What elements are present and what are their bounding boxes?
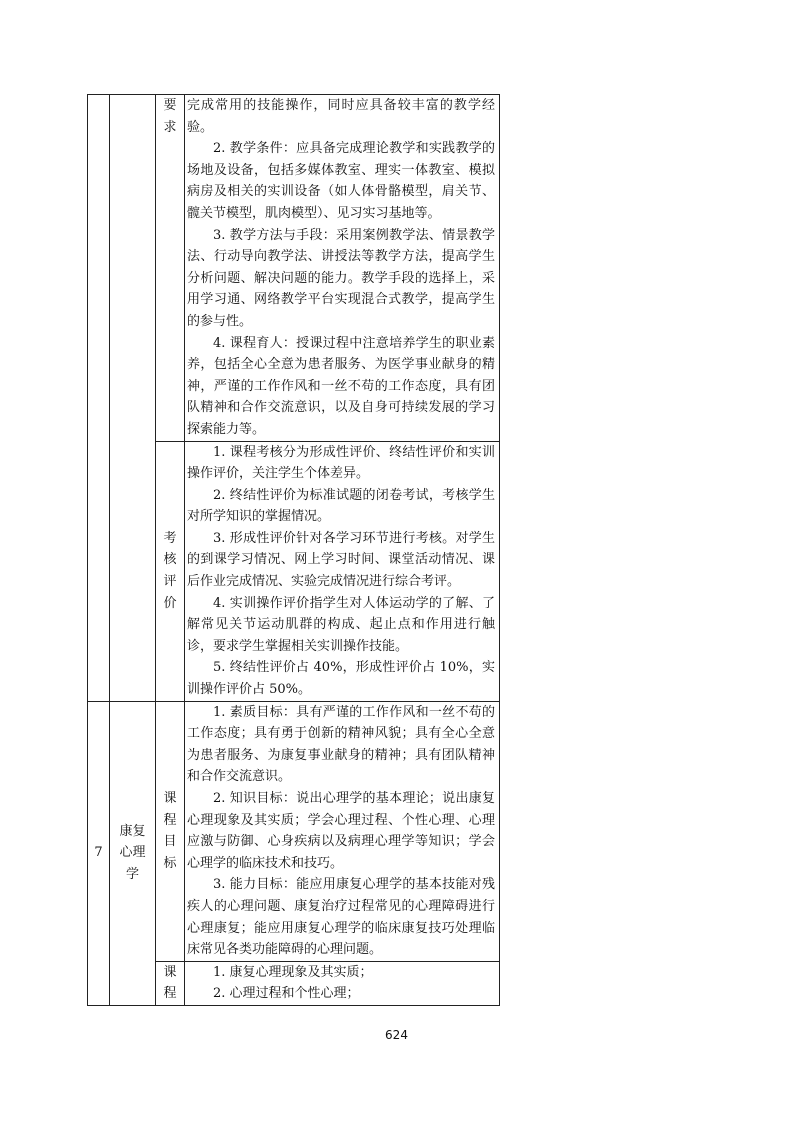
objectives-paragraph: 3. 能力目标：能应用康复心理学的基本技能对残疾人的心理问题、康复治疗过程常见的心理障碍进行心理康复；能应用康复心理学的临床康复技巧处理临床常见各类功能障碍的心理问题。 [187, 877, 495, 958]
requirements-paragraph: 2. 教学条件：应具备完成理论教学和实践教学的场地及设备，包括多媒体教室、理实一体教室、模拟病房及相关的实训设备（如人体骨骼模型，肩关节、髋关节模型，肌肉模型）、见习实习基地等。 [187, 141, 495, 221]
assessment-paragraph: 2. 终结性评价为标准试题的闭卷考试，考核学生对所学知识的掌握情况。 [187, 487, 495, 525]
content-paragraph: 2. 心理过程和个性心理； [213, 986, 360, 1002]
assessment-content [185, 441, 500, 701]
assessment-paragraph: 3. 形成性评价针对各学习环节进行考核。对学生的到课学习情况、网上学习时间、课堂活动情况、课后作业完成情况、实验完成情况进行综合考评。 [187, 530, 495, 590]
objectives-paragraph: 1. 素质目标：具有严谨的工作作风和一丝不苟的工作态度；具有勇于创新的精神风貌；具有全心全意为患者服务、为康复事业献身的精神；具有团队精神和合作交流意识。 [187, 704, 495, 785]
requirements-label: 要 求 [156, 95, 185, 442]
assessment-paragraph: 4. 实训操作评价指学生对人体运动学的了解、了解常见关节运动肌群的构成、起止点和作用进行触诊，要求学生掌握相关实训操作技能。 [187, 595, 495, 654]
requirements-paragraph: 完成常用的技能操作，同时应具备较丰富的教学经验。 [187, 98, 495, 135]
requirements-paragraph: 4. 课程育人：授课过程中注意培养学生的职业素养，包括全心全意为患者服务、为医学事业献身的精神，严谨的工作作风和一丝不苟的工作态度，具有团队精神和合作交流意识，以及自身可持续发展的学习探索能力等。 [187, 335, 495, 437]
course-name-cell-empty [110, 95, 156, 702]
objectives-label: 课 程 目 标 [156, 701, 185, 961]
course-number: 7 [88, 701, 110, 1005]
objectives-paragraph: 2. 知识目标：说出心理学的基本理论；说出康复心理现象及其实质；学会心理过程、个性心理、心理应激与防御、心身疾病以及病理心理学等知识；学会心理学的临床技术和技巧。 [187, 791, 495, 871]
table-row-objectives [88, 701, 500, 961]
assessment-paragraph: 5. 终结性评价占 40%，形成性评价占 10%，实训操作评价占 50%。 [187, 660, 495, 698]
page-number: 624 [385, 1028, 408, 1042]
content-paragraph: 1. 康复心理现象及其实质； [213, 964, 373, 980]
assessment-label: 考 核 评 价 [156, 441, 185, 701]
assessment-paragraph: 1. 课程考核分为形成性评价、终结性评价和实训操作评价，关注学生个体差异。 [187, 444, 495, 482]
content-content [185, 961, 500, 1005]
course-name: 康复 心理 学 [110, 701, 156, 1005]
course-number-cell-empty [88, 95, 110, 702]
objectives-content [185, 701, 500, 961]
content-label: 课 程 [156, 961, 185, 1005]
requirements-content [185, 95, 500, 442]
requirements-paragraph: 3. 教学方法与手段：采用案例教学法、情景教学法、行动导向教学法、讲授法等教学方法，提高学生分析问题、解决问题的能力。教学手段的选择上，采用学习通、网络教学平台实现混合式教学，提高学生的参与性。 [187, 227, 495, 329]
course-table [87, 94, 500, 1006]
table-row-requirements [88, 95, 500, 442]
